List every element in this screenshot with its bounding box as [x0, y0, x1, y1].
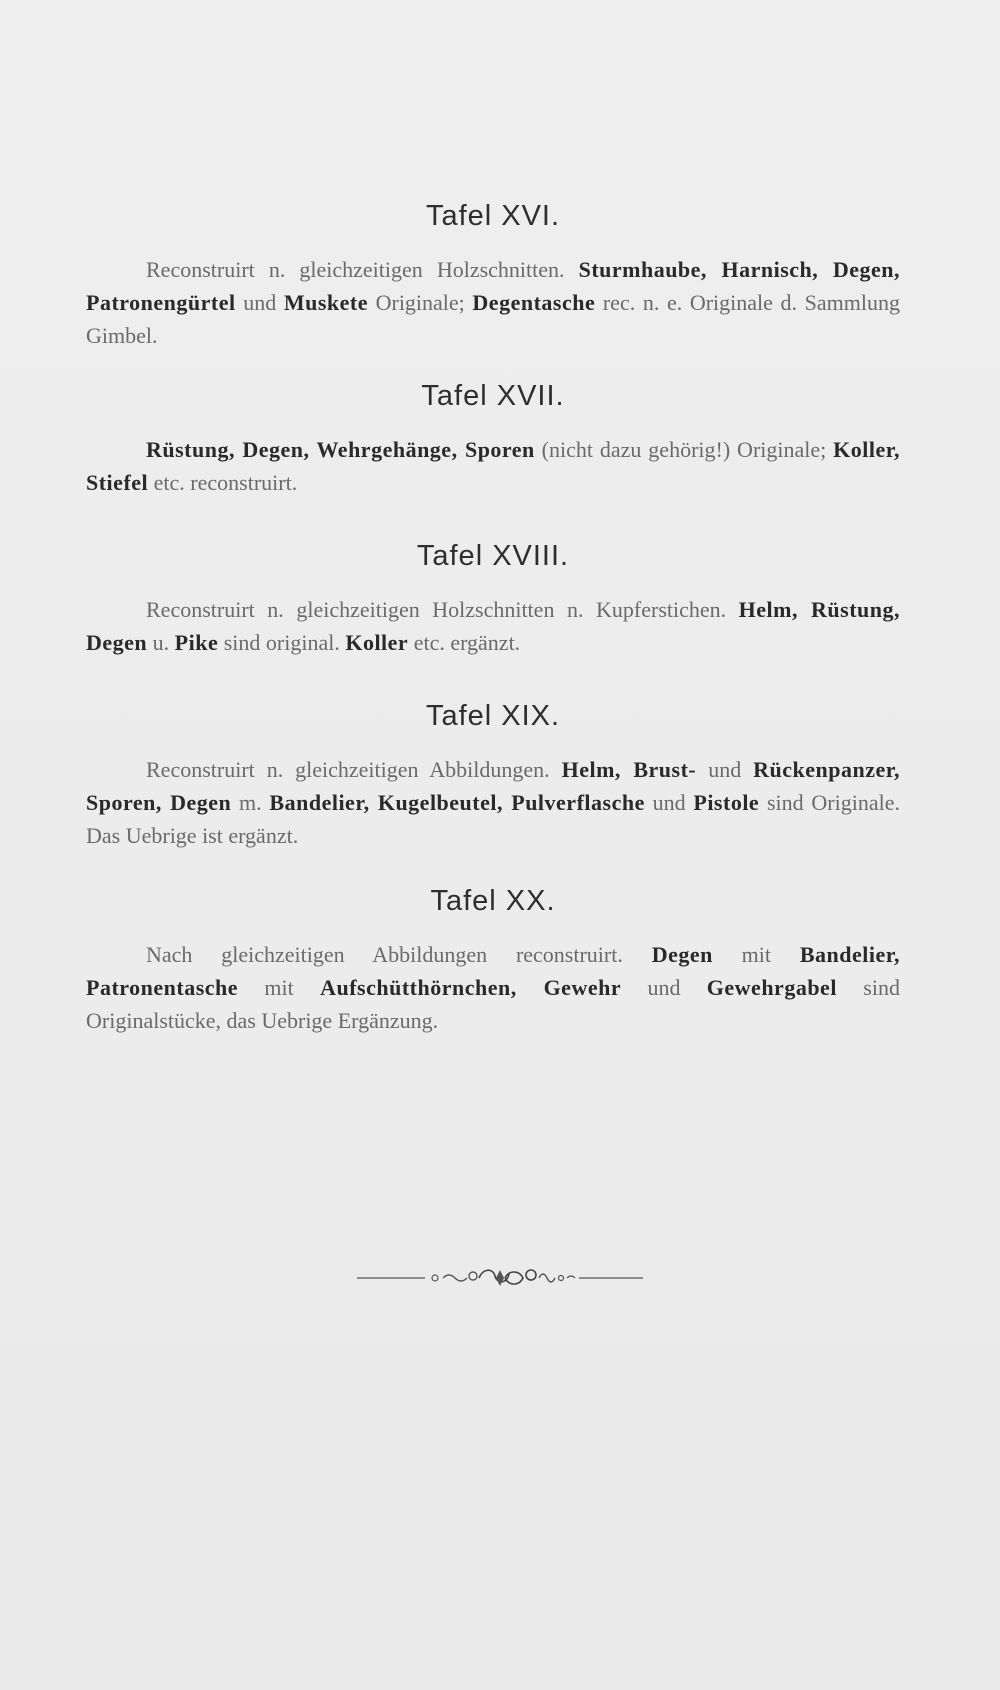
text-segment: Reconstruirt n. gleichzeitigen Abbildungen. [146, 757, 562, 782]
text-segment: (nicht dazu gehörig!) Originale; [534, 437, 834, 462]
text-segment: Bandelier, Patronentasche [86, 942, 900, 1000]
text-segment: Bandelier, Kugelbeutel, Pulverflasche [269, 790, 645, 815]
text-segment: Helm, Brust- [561, 757, 697, 782]
section-heading: Tafel XX. [430, 885, 556, 917]
text-segment: Pike [174, 630, 219, 655]
section-heading: Tafel XIX. [425, 700, 561, 732]
text-segment: Rückenpanzer, Sporen, Degen [86, 757, 901, 815]
text-segment: m. [231, 790, 270, 815]
section-heading: Tafel XVII. [421, 380, 565, 412]
section-body [86, 433, 900, 499]
section-tafel-xx [86, 885, 900, 1037]
text-segment: und [696, 757, 754, 782]
text-segment: Degen [651, 942, 713, 967]
text-segment: sind Originalstücke, das Uebrige Ergänzung. [86, 975, 900, 1033]
text-segment: Originale; [367, 290, 473, 315]
text-segment: sind original. [218, 630, 346, 655]
text-segment: Sturmhaube, Harnisch, Degen, Patronengürtel [86, 257, 900, 315]
section-tafel-xix [86, 700, 900, 852]
section-body [86, 593, 900, 659]
section-body [86, 253, 900, 352]
text-segment: mit [712, 942, 800, 967]
text-segment: Nach gleichzeitigen Abbildungen reconstruirt. [146, 942, 652, 967]
text-segment: etc. ergänzt. [408, 630, 521, 655]
section-tafel-xviii [86, 540, 900, 659]
text-segment: Reconstruirt n. gleichzeitigen Holzschnitten n. Kupferstichen. [146, 597, 739, 622]
section-body [86, 753, 900, 852]
text-segment: und [621, 975, 707, 1000]
section-tafel-xvii [86, 380, 900, 499]
text-segment: mit [238, 975, 321, 1000]
text-segment: rec. n. e. Originale d. Sammlung Gimbel. [86, 290, 900, 348]
text-segment: und [644, 790, 694, 815]
text-segment: Koller [345, 630, 409, 655]
text-segment: Koller, Stiefel [86, 437, 900, 495]
text-segment: Degentasche [472, 290, 596, 315]
text-segment: Muskete [283, 290, 368, 315]
text-segment: Helm, Rüstung, Degen [86, 597, 901, 655]
section-heading: Tafel XVI. [425, 200, 561, 232]
floral-ornament-icon [355, 1262, 645, 1292]
text-segment: Pistole [693, 790, 760, 815]
text-segment: Rüstung, Degen, Wehrgehänge, Sporen [146, 437, 535, 462]
text-segment: und [235, 290, 284, 315]
text-segment: Gewehrgabel [706, 975, 837, 1000]
text-segment: u. [147, 630, 175, 655]
section-body [86, 938, 900, 1037]
text-segment: Aufschütthörnchen, Gewehr [320, 975, 622, 1000]
section-tafel-xvi [86, 200, 900, 352]
section-heading: Tafel XVIII. [416, 540, 570, 572]
text-segment: Reconstruirt n. gleichzeitigen Holzschnitten. [146, 257, 579, 282]
text-segment: sind Originale. Das Uebrige ist ergänzt. [86, 790, 900, 848]
text-segment: etc. reconstruirt. [148, 470, 298, 495]
